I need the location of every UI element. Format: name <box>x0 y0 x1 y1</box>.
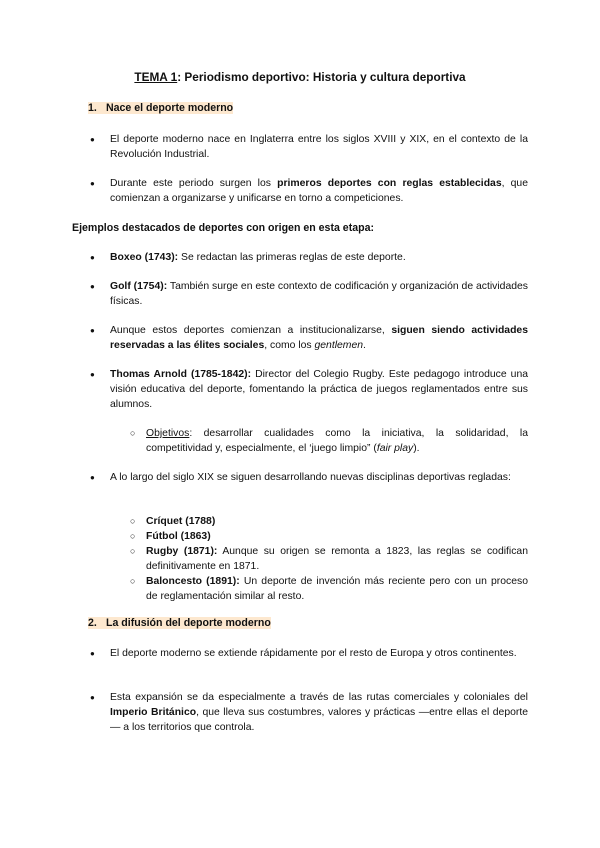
discipline-bold: Rugby (1871): <box>146 546 218 557</box>
bullet-text: . <box>363 340 366 351</box>
section-2-list <box>88 646 528 661</box>
discipline-text: Un deporte de invención más reciente pero con un proceso de reglamentación similar al resto. <box>146 576 528 602</box>
bullet-text: Aunque estos deportes comienzan a institucionalizarse, <box>110 325 392 336</box>
bullet-bold: Imperio Británico <box>110 707 197 718</box>
list-item <box>130 426 528 456</box>
bullet-text: , que comienzan a organizarse y unificarse en torno a competiciones. <box>110 178 528 204</box>
list-item <box>88 279 528 309</box>
title-rest: : Periodismo deportivo: Historia y cultura deportiva <box>177 70 466 84</box>
discipline-bold: Críquet (1788) <box>146 516 216 527</box>
objectives-label: Objetivos <box>146 428 190 439</box>
section-2-title: La difusión del deporte moderno <box>106 617 271 629</box>
bullet-text: A lo largo del siglo XIX se siguen desarrollando nuevas disciplinas deportivas regladas: <box>110 472 511 483</box>
examples-list-3 <box>88 323 528 353</box>
list-item <box>88 646 528 661</box>
bullet-text: El deporte moderno se extiende rápidamente por el resto de Europa y otros continentes. <box>110 648 517 659</box>
bullet-text: , como los <box>264 340 315 351</box>
bullet-text: Durante este periodo surgen los <box>110 178 278 189</box>
section-2-highlight <box>88 617 271 629</box>
bullet-text: También surge en este contexto de codificación y organización de actividades físicas. <box>110 281 528 307</box>
section-2-heading <box>88 616 271 631</box>
objectives-italic: fair play <box>376 443 414 454</box>
objectives-list <box>130 426 528 456</box>
section-1-heading <box>88 101 233 116</box>
page-title <box>0 70 600 85</box>
list-item <box>130 514 528 529</box>
examples-list-1 <box>88 250 528 265</box>
bullet-text: Esta expansión se da especialmente a través de las rutas comerciales y coloniales del <box>110 692 528 703</box>
bullet-text: , que lleva sus costumbres, valores y prácticas —entre ellas el deporte— a los territorios que controla. <box>110 707 529 733</box>
list-item <box>88 323 528 353</box>
disciplines-list <box>130 514 528 604</box>
examples-list-2 <box>88 279 528 309</box>
discipline-bold: Fútbol (1863) <box>146 531 211 542</box>
bullet-bold: Golf (1754): <box>110 281 168 292</box>
list-item <box>130 574 528 604</box>
discipline-bold: Baloncesto (1891): <box>146 576 240 587</box>
section-1-title: Nace el deporte moderno <box>106 102 234 114</box>
list-item <box>88 470 528 485</box>
section-1-number: 1. <box>88 102 97 114</box>
section-2-number: 2. <box>88 617 97 629</box>
bullet-text: El deporte moderno nace en Inglaterra entre los siglos XVIII y XIX, en el contexto de la Revolución Industrial. <box>110 134 528 160</box>
section-1-highlight <box>88 102 233 114</box>
examples-list-4 <box>88 367 528 412</box>
bullet-bold: Thomas Arnold (1785-1842): <box>110 369 252 380</box>
siglo-xix-list <box>88 470 528 485</box>
list-item <box>88 176 528 206</box>
bullet-text: Director del Colegio Rugby. Este pedagogo introduce una visión educativa del deporte, fomentando la práctica de juegos reglamentados entre sus alumnos. <box>110 369 528 410</box>
objectives-end: ). <box>413 443 420 454</box>
section-1-list <box>88 132 528 162</box>
discipline-text: Aunque su origen se remonta a 1823, las reglas se codifican definitivamente en 1871. <box>146 546 528 572</box>
list-item <box>88 367 528 412</box>
list-item <box>88 690 528 735</box>
section-2-list-2 <box>88 690 528 735</box>
list-item <box>88 132 528 162</box>
list-item <box>88 250 528 265</box>
objectives-text: : desarrollar cualidades como la iniciativa, la solidaridad, la competitividad y, especialmente, el ‘juego limpio” ( <box>146 428 528 454</box>
bullet-bold: Boxeo (1743): <box>110 252 179 263</box>
title-prefix: TEMA 1 <box>134 70 178 84</box>
list-item <box>130 529 528 544</box>
bullet-italic: gentlemen <box>314 340 364 351</box>
bullet-bold: siguen siendo actividades reservadas a las élites sociales <box>110 325 528 351</box>
bullet-bold: primeros deportes con reglas establecidas <box>277 178 502 189</box>
bullet-text: Se redactan las primeras reglas de este deporte. <box>178 252 406 263</box>
list-item <box>130 544 528 574</box>
section-1-list-2 <box>88 176 528 206</box>
examples-heading: Ejemplos destacados de deportes con origen en esta etapa: <box>72 222 375 234</box>
